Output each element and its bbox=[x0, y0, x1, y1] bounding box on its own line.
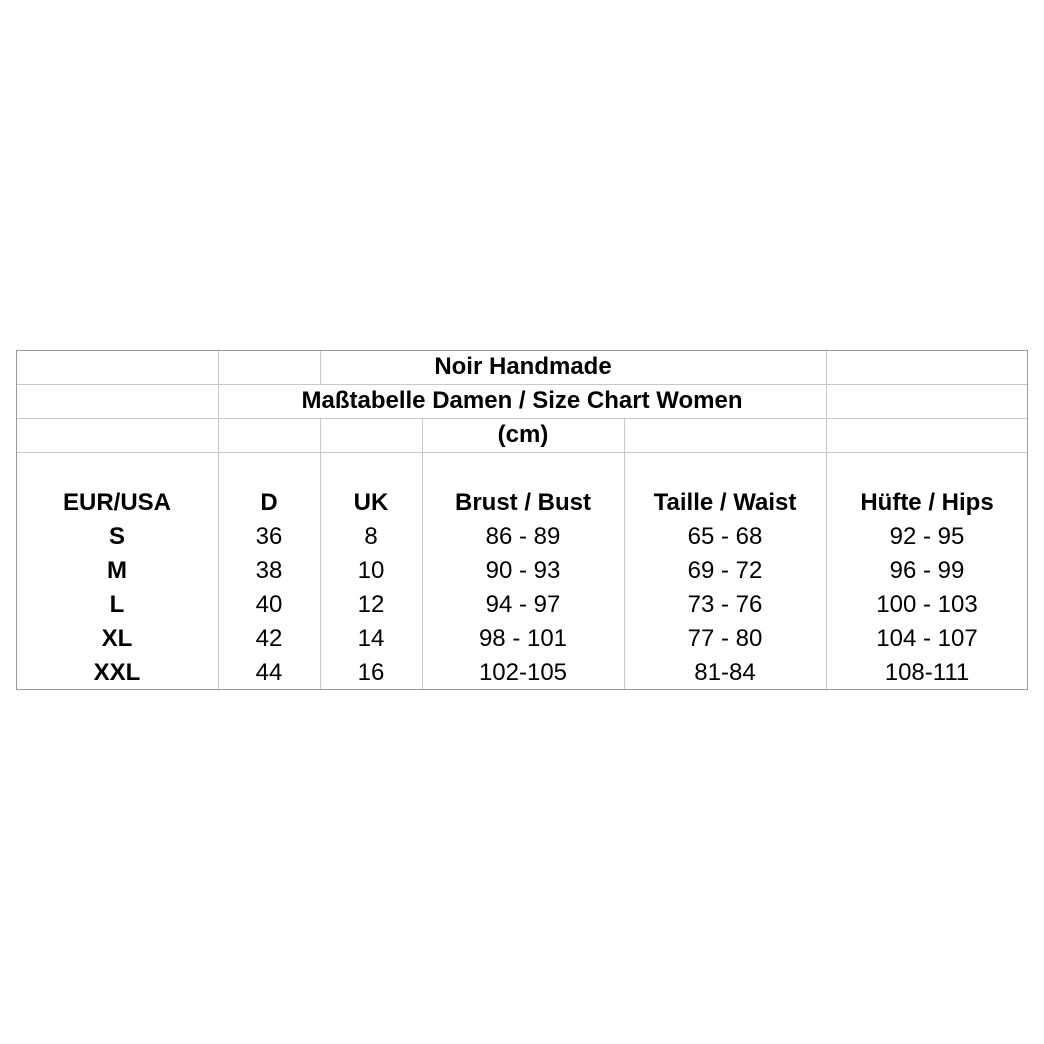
row-hips-value: 96 - 99 bbox=[889, 557, 965, 584]
row-size-label: XL bbox=[101, 625, 133, 652]
row-bust-value: 94 - 97 bbox=[485, 591, 561, 618]
row-uk-value: 8 bbox=[364, 523, 378, 550]
row-d-value: 40 bbox=[255, 591, 283, 618]
table-subtitle: Maßtabelle Damen / Size Chart Women bbox=[301, 387, 743, 414]
row-waist-value: 65 - 68 bbox=[687, 523, 763, 550]
row-bust-value: 98 - 101 bbox=[478, 625, 568, 652]
row-size-label: XXL bbox=[93, 659, 141, 686]
header-hips: Hüfte / Hips bbox=[860, 489, 994, 516]
row-uk-value: 10 bbox=[357, 557, 385, 584]
header-eur-usa: EUR/USA bbox=[62, 489, 171, 516]
row-d-value: 36 bbox=[255, 523, 283, 550]
row-hips-value: 92 - 95 bbox=[889, 523, 965, 550]
row-waist-value: 77 - 80 bbox=[687, 625, 763, 652]
row-waist-value: 69 - 72 bbox=[687, 557, 763, 584]
row-d-value: 44 bbox=[255, 659, 283, 686]
row-bust-value: 90 - 93 bbox=[485, 557, 561, 584]
row-bust-value: 86 - 89 bbox=[485, 523, 561, 550]
row-size-label: S bbox=[108, 523, 125, 550]
row-uk-value: 16 bbox=[357, 659, 385, 686]
row-hips-value: 100 - 103 bbox=[876, 591, 978, 618]
row-size-label: M bbox=[107, 557, 127, 584]
header-d: D bbox=[260, 489, 278, 516]
row-size-label: L bbox=[109, 591, 125, 618]
row-hips-value: 104 - 107 bbox=[876, 625, 978, 652]
table-title: Noir Handmade bbox=[434, 353, 612, 380]
row-uk-value: 12 bbox=[357, 591, 385, 618]
row-bust-value: 102-105 bbox=[478, 659, 568, 686]
header-uk: UK bbox=[353, 489, 389, 516]
row-waist-value: 81-84 bbox=[694, 659, 756, 686]
header-waist: Taille / Waist bbox=[653, 489, 797, 516]
row-hips-value: 108-111 bbox=[884, 659, 970, 686]
row-d-value: 38 bbox=[255, 557, 283, 584]
size-chart-table bbox=[16, 350, 1028, 690]
header-bust: Brust / Bust bbox=[454, 489, 591, 516]
row-uk-value: 14 bbox=[357, 625, 385, 652]
row-waist-value: 73 - 76 bbox=[687, 591, 763, 618]
row-d-value: 42 bbox=[255, 625, 283, 652]
table-unit: (cm) bbox=[497, 421, 549, 448]
